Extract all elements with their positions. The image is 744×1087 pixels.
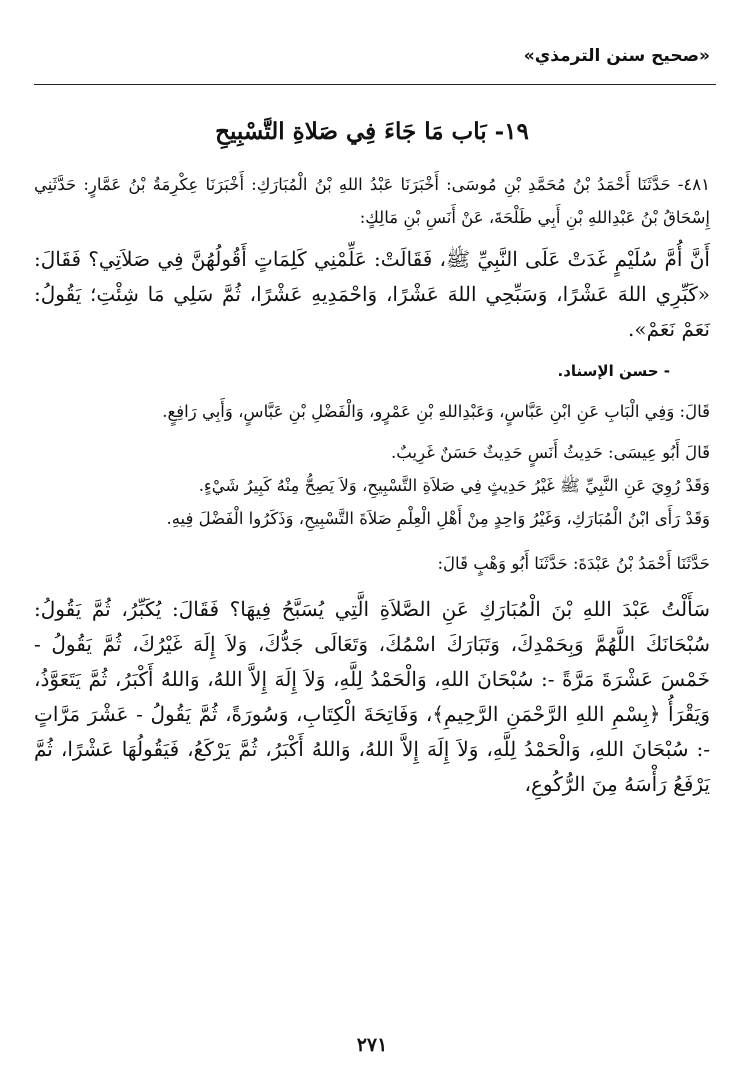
second-isnad: حَدَّثَنَا أَحْمَدُ بْنُ عَبْدَةَ: حَدَّثَنَا أَبُو وَهْبٍ قَالَ: <box>437 554 710 573</box>
tasbih-description: سَأَلْتُ عَبْدَ اللهِ بْنَ الْمُبَارَكِ عَنِ الصَّلاَةِ الَّتِي يُسَبَّحُ فِيهَا؟ فَقَالَ: يُكَبِّرُ، ثُمَّ يَقُولُ: سُبْحَانَكَ اللَّهُمَّ وَبِحَمْدِكَ، وَتَبَارَكَ اسْمُكَ، وَتَعَالَى جَدُّكَ، وَلاَ إِلَهَ غَيْرُكَ، ثُمَّ يَقُولُ - خَمْسَ عَشْرَةَ مَرَّةً -: سُبْحَانَ اللهِ، وَالْحَمْدُ لِلَّهِ، وَلاَ إِلَهَ إِلاَّ اللهُ، وَاللهُ أَكْبَرُ، ثُمَّ يَتَعَوَّذُ، وَيَقْرَأُ ﴿بِسْمِ اللهِ الرَّحْمَنِ الرَّحِيمِ﴾، وَفَاتِحَةَ الْكِتَابِ، وَسُورَةً، ثُمَّ يَقُولُ - عَشْرَ مَرَّاتٍ -: سُبْحَانَ اللهِ، وَالْحَمْدُ لِلَّهِ، وَلاَ إِلَهَ إِلاَّ اللهُ، وَاللهُ أَكْبَرُ، ثُمَّ يَرْكَعُ، فَيَقُولُهَا عَشْرًا، ثُمَّ يَرْفَعُ رَأْسَهُ مِنَ الرُّكُوعِ، <box>34 597 710 796</box>
page-body <box>34 168 710 802</box>
commentary-chapter-narrators: قَالَ: وَفِي الْبَابِ عَنِ ابْنِ عَبَّاسٍ، وَعَبْدِاللهِ بْنِ عَمْرٍو، وَالْفَضْلِ بْنِ عَبَّاسٍ، وَأَبِي رَافِعٍ. <box>162 402 710 421</box>
page-number: ٢٧١ <box>356 1034 388 1056</box>
header-divider <box>34 84 716 85</box>
hadith-matn: أَنَّ أُمَّ سُلَيْمٍ غَدَتْ عَلَى النَّبِيِّ ﷺ، فَقَالَتْ: عَلِّمْنِي كَلِمَاتٍ أَقُولُهُنَّ فِي صَلاَتِي؟ فَقَالَ: «كَبِّرِي اللهَ عَشْرًا، وَسَبِّحِي اللهَ عَشْرًا، وَاحْمَدِيهِ عَشْرًا، ثُمَّ سَلِي مَا شِئْتِ؛ يَقُولُ: نَعَمْ نَعَمْ». <box>34 247 710 341</box>
book-title: «صحيح سنن الترمذي» <box>523 46 710 66</box>
commentary-abu-isa: قَالَ أَبُو عِيسَى: حَدِيثُ أَنَسٍ حَدِيثٌ حَسَنٌ غَرِيبٌ. <box>391 443 710 462</box>
hadith-isnad: ٤٨١- حَدَّثَنَا أَحْمَدُ بْنُ مُحَمَّدِ بْنِ مُوسَى: أَخْبَرَنَا عَبْدُ اللهِ بْنُ الْمُبَارَكِ: أَخْبَرَنَا عِكْرِمَةُ بْنُ عَمَّارٍ: حَدَّثَنِي إِسْحَاقُ بْنُ عَبْدِاللهِ بْنِ أَبِي طَلْحَةَ، عَنْ أَنَسِ بْنِ مَالِكٍ: <box>34 175 710 227</box>
commentary-scholars: وَقَدْ رَأَى ابْنُ الْمُبَارَكِ، وَغَيْرُ وَاحِدٍ مِنْ أَهْلِ الْعِلْمِ صَلاَةَ التَّسْبِيحِ، وَذَكَرُوا الْفَضْلَ فِيهِ. <box>166 509 710 528</box>
hadith-grade: - حسن الإسناد. <box>557 362 670 380</box>
chapter-title: ١٩- بَاب مَا جَاءَ فِي صَلاةِ التَّسْبِيحِ <box>215 118 529 145</box>
commentary-other-reports: وَقَدْ رُوِيَ عَنِ النَّبِيِّ ﷺ غَيْرُ حَدِيثٍ فِي صَلاَةِ التَّسْبِيحِ، وَلاَ يَصِحُّ مِنْهُ كَبِيرُ شَيْءٍ. <box>198 476 710 495</box>
running-header <box>34 46 710 66</box>
